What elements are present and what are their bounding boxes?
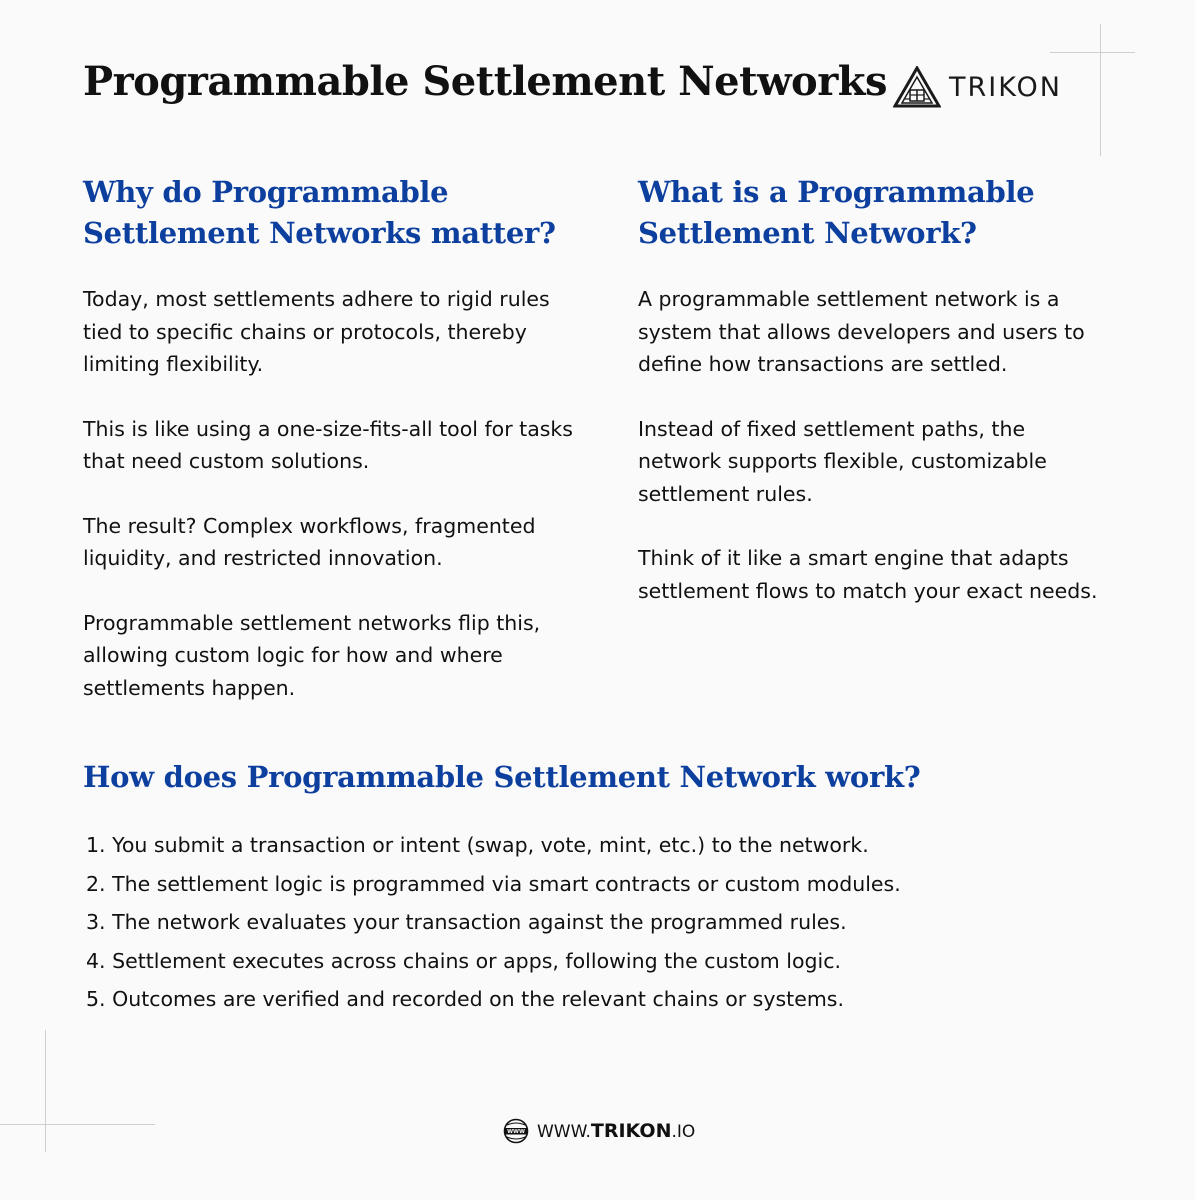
what-paragraph: Instead of fixed settlement paths, the network supports flexible, customizable settlement rules. xyxy=(638,416,1047,506)
footer-website[interactable] xyxy=(503,1118,695,1144)
why-paragraph: Programmable settlement networks flip this, allowing custom logic for how and where settlements happen. xyxy=(83,610,541,700)
what-paragraphs xyxy=(638,283,1158,607)
url-suffix: .IO xyxy=(671,1122,696,1142)
step-item: 2. The settlement logic is programmed via smart contracts or custom modules. xyxy=(86,871,901,896)
what-heading-line2: Settlement Network? xyxy=(638,216,977,250)
decor-line-bottom-vertical xyxy=(45,1030,46,1152)
what-section xyxy=(638,172,1158,639)
url-prefix: WWW. xyxy=(537,1122,591,1142)
why-heading-line2: Settlement Networks matter? xyxy=(83,216,556,250)
why-section-heading xyxy=(83,172,603,254)
step-item: 5. Outcomes are verified and recorded on the relevant chains or systems. xyxy=(86,987,844,1011)
url-brand: TRIKON xyxy=(590,1120,672,1142)
step-item: 3. The network evaluates your transaction against the programmed rules. xyxy=(86,910,847,934)
globe-www-icon xyxy=(503,1118,529,1144)
what-heading-line1: What is a Programmable xyxy=(638,175,1035,209)
how-steps-list xyxy=(86,826,901,1019)
what-section-heading xyxy=(638,172,1158,254)
triangle-logo-icon xyxy=(893,66,941,108)
step-item: 4. Settlement executes across chains or apps, following the custom logic. xyxy=(86,948,841,973)
why-paragraph: This is like using a one-size-fits-all tool for tasks that need custom solutions. xyxy=(83,416,573,473)
why-paragraphs xyxy=(83,283,603,704)
why-paragraph: Today, most settlements adhere to rigid rules tied to specific chains or protocols, thereby limiting flexibility. xyxy=(83,287,550,376)
step-item: 1. You submit a transaction or intent (swap, vote, mint, etc.) to the network. xyxy=(86,833,869,857)
brand-logo xyxy=(893,66,1062,108)
why-section xyxy=(83,172,603,736)
how-section-heading: How does Programmable Settlement Network work? xyxy=(83,760,921,794)
what-paragraph: A programmable settlement network is a system that allows developers and users to define how transactions are settled. xyxy=(638,287,1085,376)
decor-line-bottom-horizontal xyxy=(0,1124,155,1125)
decor-line-top-horizontal xyxy=(1050,52,1135,53)
svg-text:WWW: WWW xyxy=(507,1129,525,1136)
why-heading-line1: Why do Programmable xyxy=(83,175,449,209)
decor-line-top-vertical xyxy=(1100,24,1101,156)
why-paragraph: The result? Complex workflows, fragmented liquidity, and restricted innovation. xyxy=(83,513,536,570)
footer-url-text xyxy=(537,1120,695,1142)
brand-name: TRIKON xyxy=(949,71,1062,103)
what-paragraph: Think of it like a smart engine that adapts settlement flows to match your exact needs. xyxy=(638,546,1098,603)
page-title: Programmable Settlement Networks xyxy=(83,58,887,105)
